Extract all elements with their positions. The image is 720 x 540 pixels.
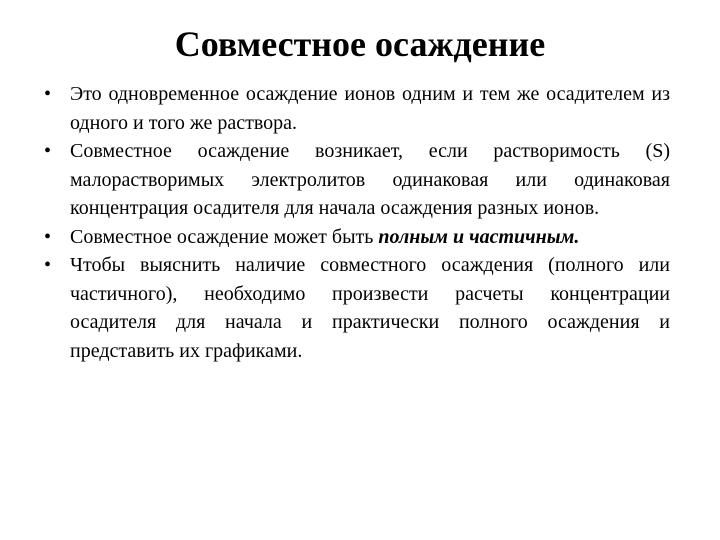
emphasis-partial: частичным. [469, 225, 580, 248]
bullet-icon: • [44, 225, 52, 248]
bullet-icon: • [44, 140, 52, 162]
bullet-icon: • [44, 254, 52, 276]
bullet-icon: • [44, 83, 52, 105]
bullet-item-method [44, 251, 670, 365]
bullet-text: Совместное осаждение возникает, если растворимость (S) малорастворимых электролитов одинаковая или одинаковая концентрация осадителя для начала осаждения разных ионов. [70, 140, 670, 219]
slide-title: Совместное осаждение [174, 24, 546, 64]
bullet-item-types [44, 223, 670, 252]
bullet-item-condition [44, 137, 670, 223]
emphasis-full: полным [378, 225, 448, 248]
bullet-text: Чтобы выяснить наличие совместного осаждения (полного или частичного), необходимо произвести расчеты концентрации осадителя для начала и практически полного осаждения и представить их графиками. [70, 254, 670, 362]
bullet-text: Это одновременное осаждение ионов одним и тем же осадителем из одного и того же раствора. [70, 83, 670, 134]
emphasis-conjunction: и [452, 225, 465, 248]
bullet-item-definition [44, 80, 670, 137]
bullet-text: Совместное осаждение может быть [70, 225, 374, 248]
bullet-list [44, 80, 670, 365]
